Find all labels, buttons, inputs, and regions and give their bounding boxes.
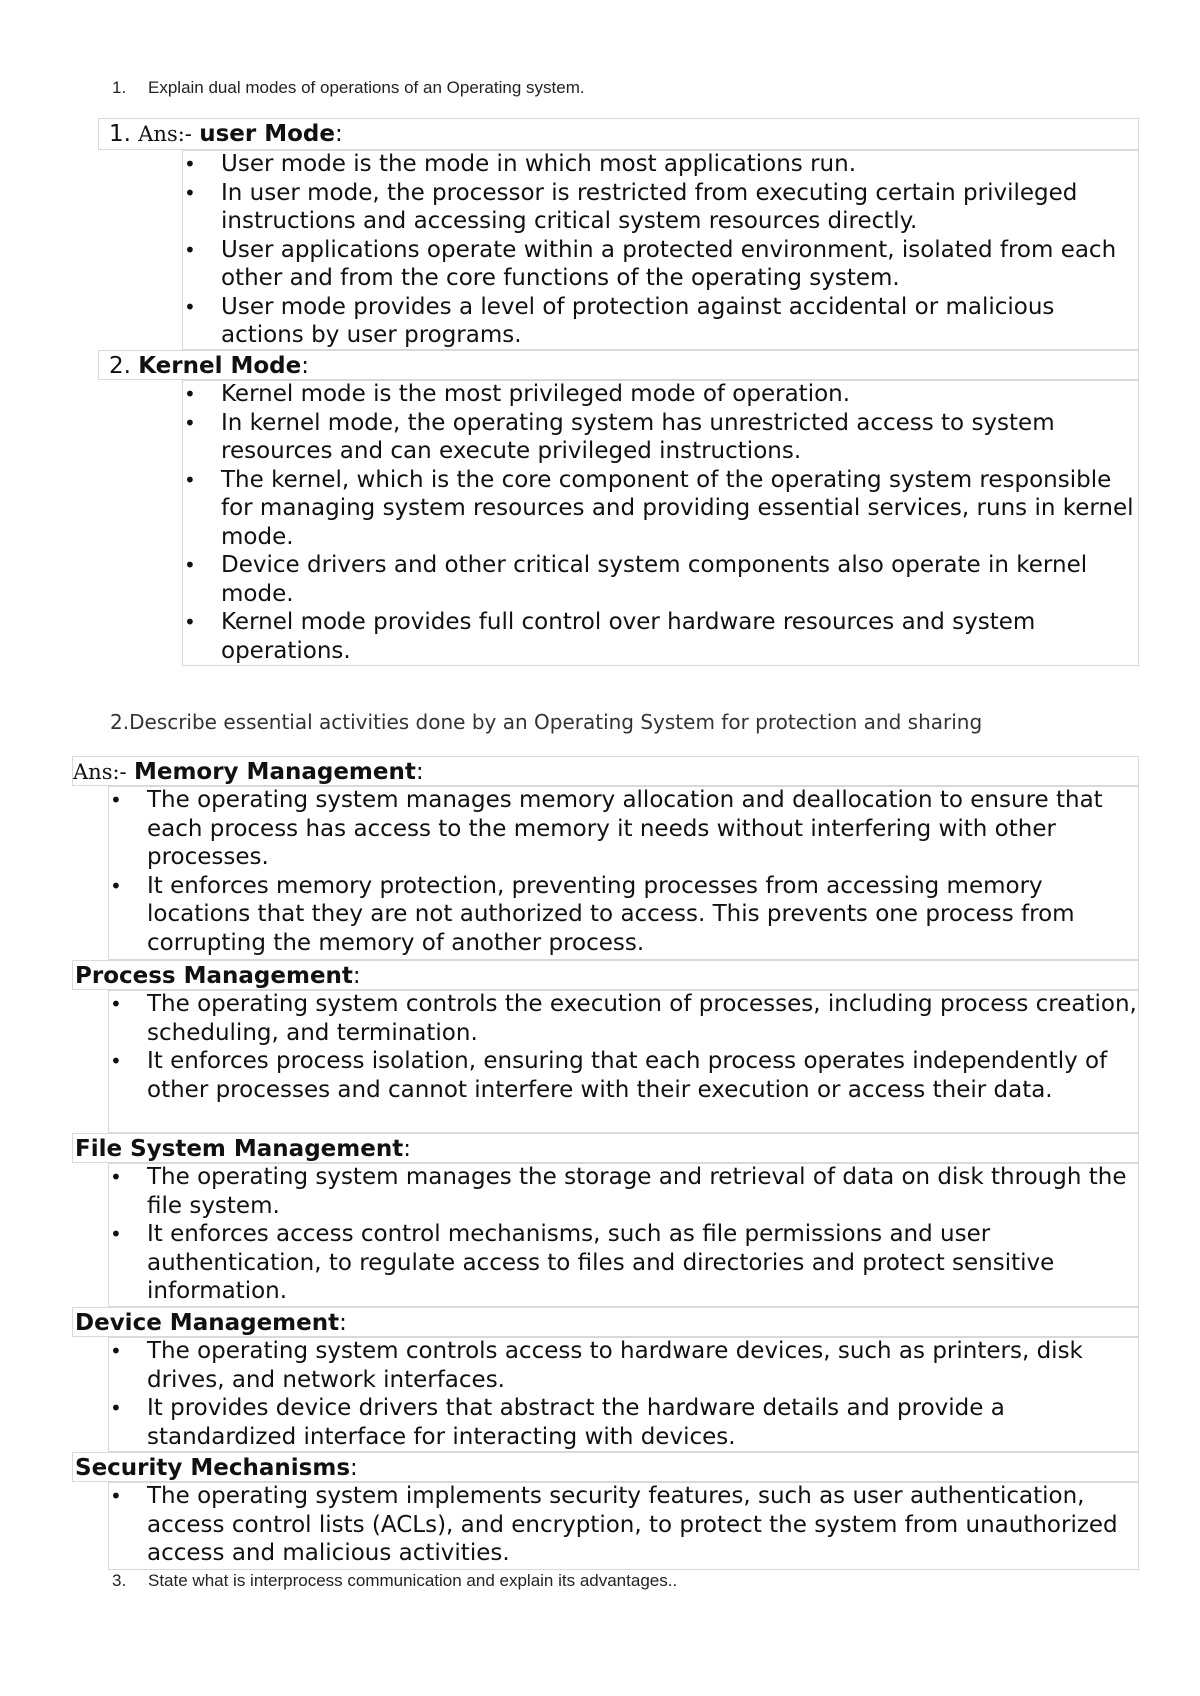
user-mode-colon: : — [334, 121, 343, 147]
memory-management-heading — [72, 756, 1139, 786]
process-management-title: Process Management — [75, 963, 353, 989]
memory-management-item: • The operating system manages memory allocation and deallocation to ensure that each process has access to the memory it needs without interfering with other processes. — [108, 786, 1143, 872]
user-mode-item: • In user mode, the processor is restricted from executing certain privileged instructions and accessing critical system resources directly. — [182, 179, 1139, 236]
file-system-management-title: File System Management — [75, 1136, 404, 1162]
device-management-heading — [72, 1307, 1139, 1337]
security-mechanisms-list — [108, 1482, 1143, 1568]
answer-label-2: Ans:- — [73, 760, 127, 784]
user-mode-item: • User mode provides a level of protection against accidental or malicious actions by user programs. — [182, 293, 1139, 350]
security-mechanisms-heading — [72, 1452, 1139, 1482]
memory-management-title: Memory Management — [133, 759, 416, 785]
question-2: 2.Describe essential activities done by an Operating System for protection and sharing — [110, 710, 983, 734]
question-1-text: Explain dual modes of operations of an Operating system. — [148, 78, 585, 97]
process-management-list — [108, 990, 1143, 1104]
process-management-heading — [72, 960, 1139, 990]
file-system-management-colon: : — [403, 1136, 411, 1162]
user-mode-title: user Mode — [199, 121, 335, 147]
security-mechanisms-item: • The operating system implements security features, such as user authentication, access control lists (ACLs), and encryption, to protect the system from unauthorized access and malicious activities. — [108, 1482, 1143, 1568]
kernel-mode-item: • Kernel mode is the most privileged mode of operation. — [182, 380, 1139, 409]
question-3 — [112, 1571, 677, 1591]
memory-management-list — [108, 786, 1143, 957]
question-3-text: State what is interprocess communication and explain its advantages.. — [148, 1571, 678, 1590]
question-1-number: 1. — [112, 78, 127, 97]
user-mode-number: 1. — [109, 121, 131, 147]
kernel-mode-item: • In kernel mode, the operating system has unrestricted access to system resources and can execute privileged instructions. — [182, 409, 1139, 466]
security-mechanisms-title: Security Mechanisms — [75, 1455, 351, 1481]
device-management-item: • It provides device drivers that abstract the hardware details and provide a standardized interface for interacting with devices. — [108, 1394, 1143, 1451]
memory-management-item: • It enforces memory protection, preventing processes from accessing memory locations that they are not authorized to access. This prevents one process from corrupting the memory of another process. — [108, 872, 1143, 958]
device-management-item: • The operating system controls access to hardware devices, such as printers, disk drives, and network interfaces. — [108, 1337, 1143, 1394]
kernel-mode-item: • Device drivers and other critical system components also operate in kernel mode. — [182, 551, 1139, 608]
kernel-mode-title: Kernel Mode — [138, 353, 302, 379]
kernel-mode-list — [182, 380, 1139, 665]
memory-management-colon: : — [415, 759, 424, 785]
process-management-colon: : — [352, 963, 361, 989]
kernel-mode-heading — [98, 350, 1139, 380]
kernel-mode-number: 2. — [109, 353, 131, 379]
user-mode-list — [182, 150, 1139, 350]
file-system-management-list — [108, 1163, 1143, 1306]
question-3-number: 3. — [112, 1571, 127, 1590]
user-mode-item: • User applications operate within a protected environment, isolated from each other and from the core functions of the operating system. — [182, 236, 1139, 293]
question-1 — [112, 78, 585, 98]
file-system-management-item: • It enforces access control mechanisms, such as file permissions and user authentication, to regulate access to files and directories and protect sensitive information. — [108, 1220, 1143, 1306]
file-system-management-item: • The operating system manages the storage and retrieval of data on disk through the file system. — [108, 1163, 1143, 1220]
user-mode-heading — [98, 118, 1139, 150]
process-management-item: • It enforces process isolation, ensuring that each process operates independently of other processes and cannot interfere with their execution or access their data. — [108, 1047, 1143, 1104]
device-management-colon: : — [339, 1310, 347, 1336]
answer-label: Ans:- — [138, 122, 192, 146]
process-management-item: • The operating system controls the execution of processes, including process creation, scheduling, and termination. — [108, 990, 1143, 1047]
user-mode-item: • User mode is the mode in which most applications run. — [182, 150, 1139, 179]
file-system-management-heading — [72, 1133, 1139, 1163]
device-management-list — [108, 1337, 1143, 1451]
kernel-mode-item: • The kernel, which is the core component of the operating system responsible for managing system resources and providing essential services, runs in kernel mode. — [182, 466, 1139, 552]
kernel-mode-colon: : — [301, 353, 309, 379]
kernel-mode-item: • Kernel mode provides full control over hardware resources and system operations. — [182, 608, 1139, 665]
device-management-title: Device Management — [75, 1310, 340, 1336]
security-mechanisms-colon: : — [350, 1455, 358, 1481]
